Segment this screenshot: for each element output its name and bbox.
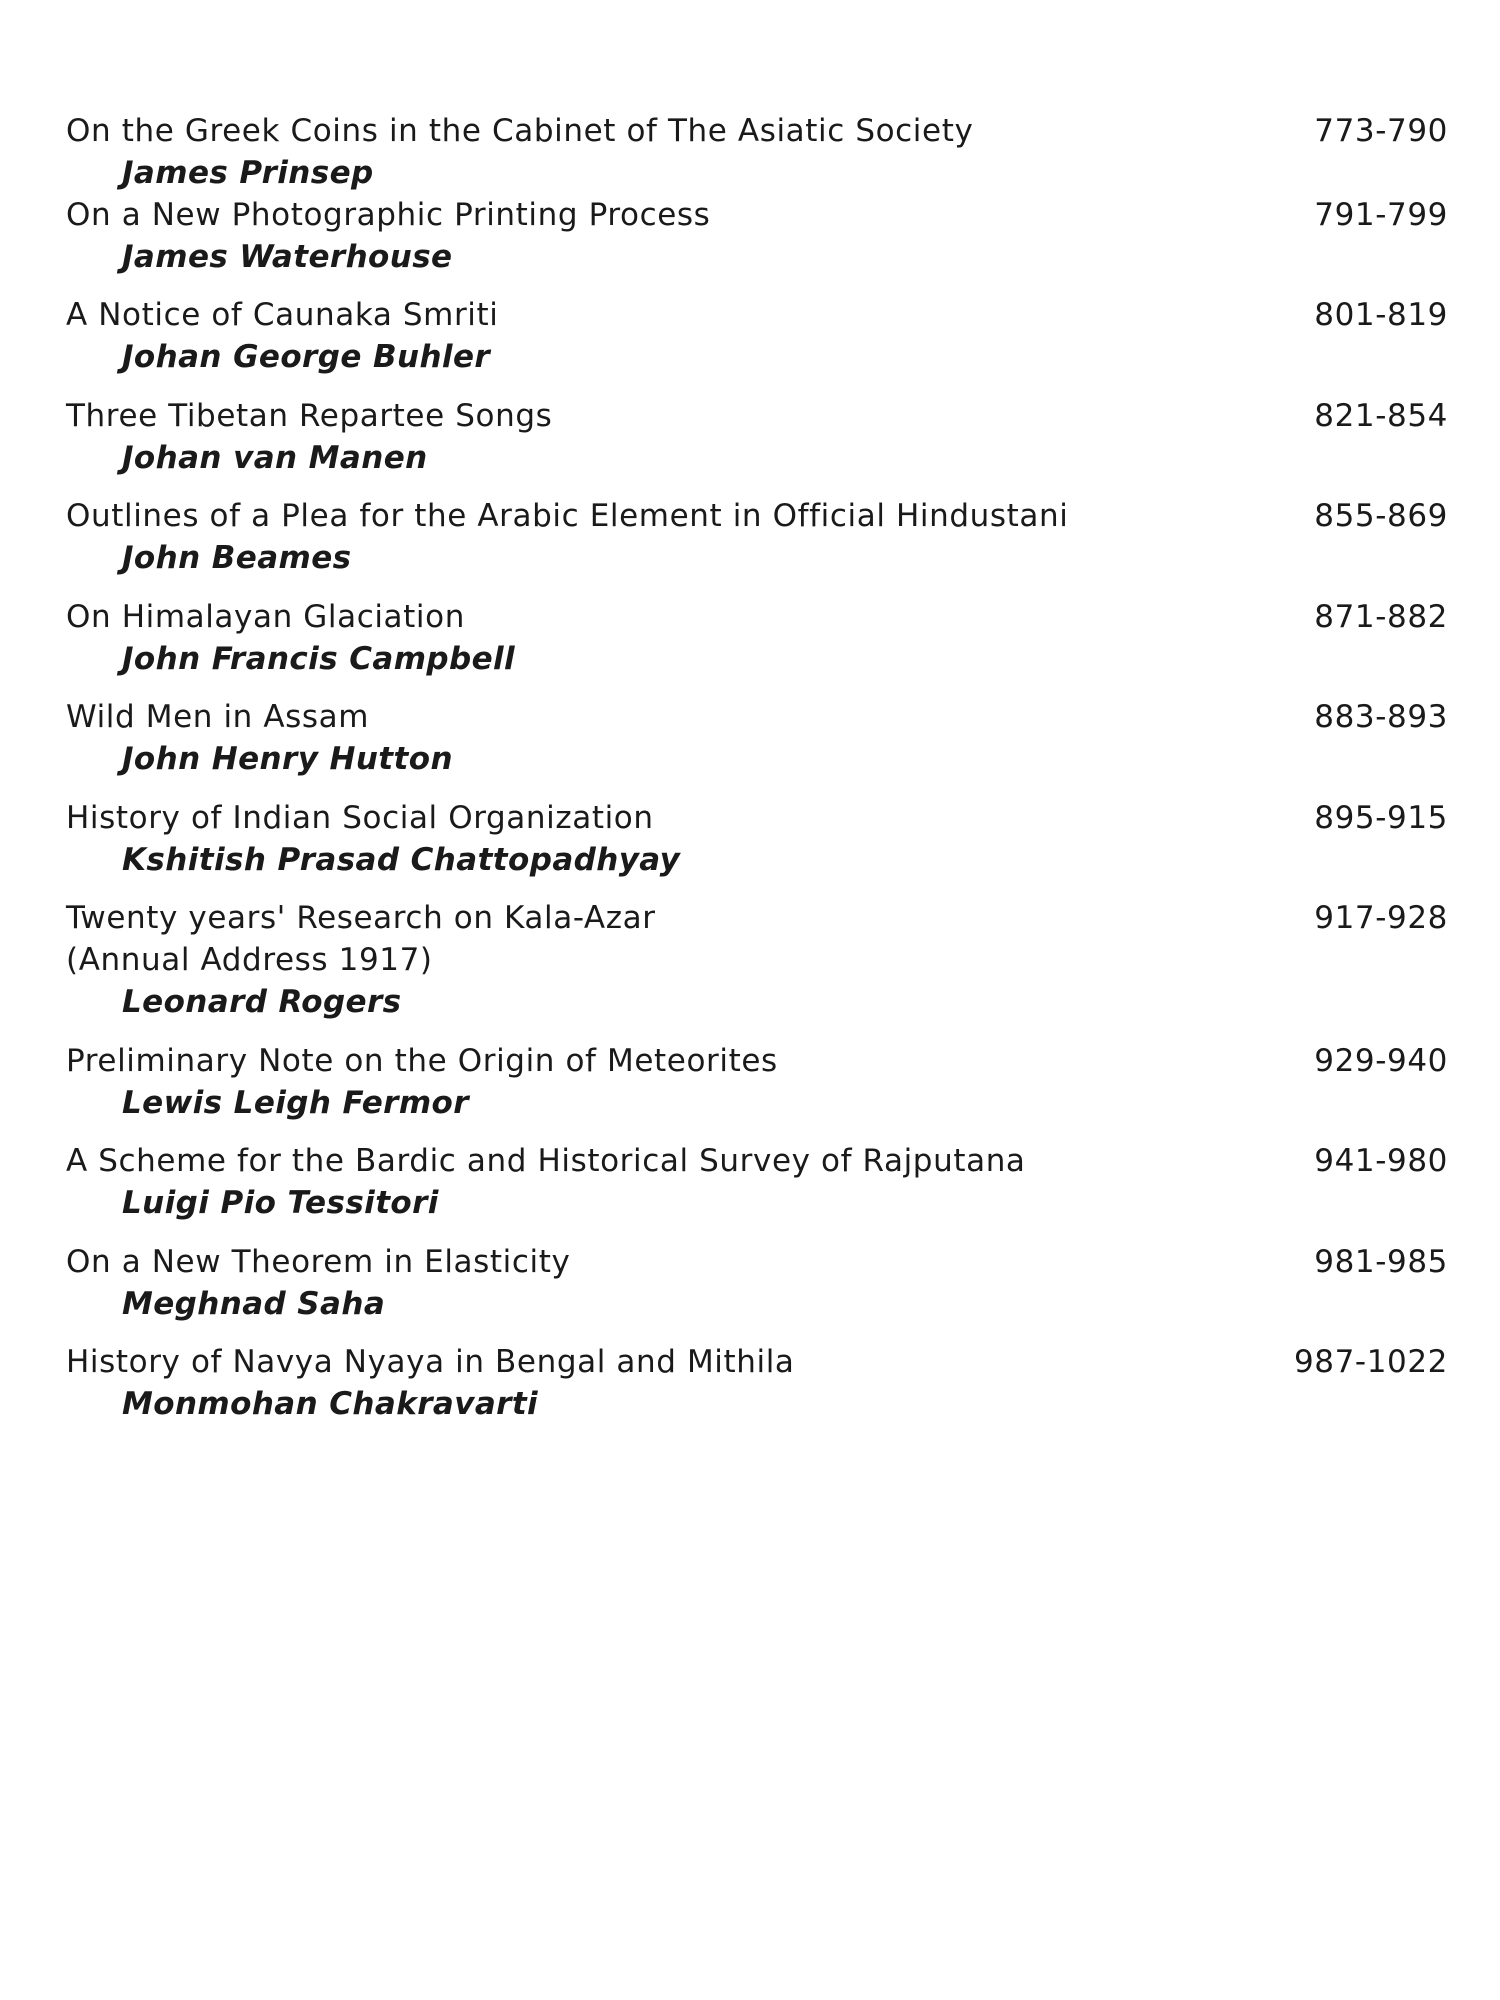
entry-author: Lewis Leigh Fermor xyxy=(122,1085,469,1121)
entry-author: Luigi Pio Tessitori xyxy=(122,1185,439,1221)
entry-title: A Notice of Caunaka Smriti xyxy=(66,297,499,333)
toc-entry xyxy=(66,110,1456,194)
toc-entry xyxy=(66,1341,1456,1425)
entry-author: Monmohan Chakravarti xyxy=(122,1386,539,1422)
entry-title: Wild Men in Assam xyxy=(66,699,370,735)
entry-pages: 855-869 xyxy=(1314,498,1448,534)
toc-entry xyxy=(66,596,1456,680)
toc-entry xyxy=(66,194,1456,278)
entry-title: (Annual Address 1917) xyxy=(66,942,433,978)
entry-author: Johan George Buhler xyxy=(122,339,491,375)
entry-author: John Francis Campbell xyxy=(122,641,516,677)
toc-entry xyxy=(66,1241,1456,1325)
entry-author: Johan van Manen xyxy=(122,440,428,476)
entry-title: History of Indian Social Organization xyxy=(66,800,654,836)
entry-author: James Prinsep xyxy=(122,155,374,191)
entry-author: James Waterhouse xyxy=(122,239,453,275)
entry-pages: 895-915 xyxy=(1314,800,1448,836)
toc-entry xyxy=(66,1140,1456,1224)
entry-pages: 941-980 xyxy=(1314,1143,1448,1179)
entry-pages: 821-854 xyxy=(1314,398,1448,434)
toc-entry xyxy=(66,395,1456,479)
entry-pages: 929-940 xyxy=(1314,1043,1448,1079)
entry-title: Preliminary Note on the Origin of Meteorites xyxy=(66,1043,778,1079)
entry-title: On Himalayan Glaciation xyxy=(66,599,465,635)
toc-entry xyxy=(66,495,1456,579)
entry-pages: 791-799 xyxy=(1314,197,1448,233)
toc-entry xyxy=(66,696,1456,780)
entry-author: Leonard Rogers xyxy=(122,984,402,1020)
entry-author: Kshitish Prasad Chattopadhyay xyxy=(122,842,681,878)
entry-author: John Henry Hutton xyxy=(122,741,453,777)
entry-pages: 981-985 xyxy=(1314,1244,1448,1280)
toc-entry xyxy=(66,897,1456,1023)
toc-entry xyxy=(66,797,1456,881)
entry-title: Twenty years' Research on Kala-Azar xyxy=(66,900,656,936)
entry-pages: 773-790 xyxy=(1314,113,1448,149)
entry-title: History of Navya Nyaya in Bengal and Mithila xyxy=(66,1344,795,1380)
toc-entry xyxy=(66,294,1456,378)
entry-title: Three Tibetan Repartee Songs xyxy=(66,398,553,434)
entry-title: On a New Theorem in Elasticity xyxy=(66,1244,571,1280)
toc-entry xyxy=(66,1040,1456,1124)
entry-pages: 871-882 xyxy=(1314,599,1448,635)
entry-pages: 987-1022 xyxy=(1293,1344,1448,1380)
entry-title: On a New Photographic Printing Process xyxy=(66,197,711,233)
entry-pages: 883-893 xyxy=(1314,699,1448,735)
entry-author: John Beames xyxy=(122,540,352,576)
entry-author: Meghnad Saha xyxy=(122,1286,386,1322)
entry-pages: 801-819 xyxy=(1314,297,1448,333)
entry-title: A Scheme for the Bardic and Historical Survey of Rajputana xyxy=(66,1143,1026,1179)
entry-pages: 917-928 xyxy=(1314,900,1448,936)
entry-title: On the Greek Coins in the Cabinet of The Asiatic Society xyxy=(66,113,974,149)
entry-title: Outlines of a Plea for the Arabic Element in Official Hindustani xyxy=(66,498,1069,534)
